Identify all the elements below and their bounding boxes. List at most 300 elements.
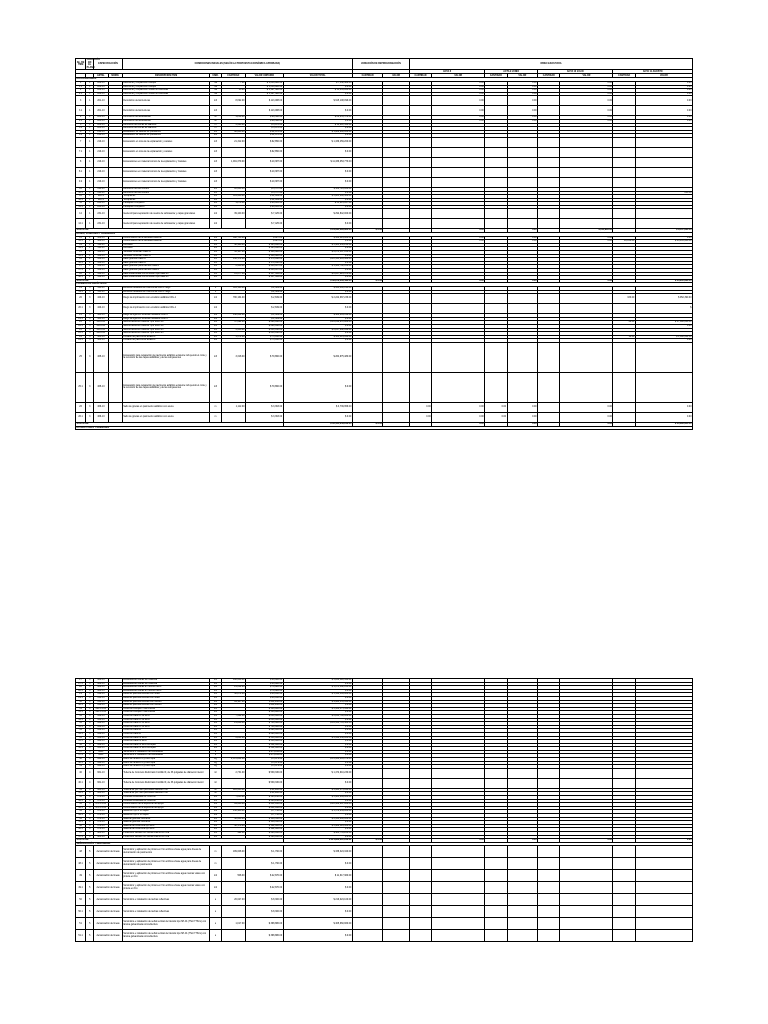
item-location: 4 bbox=[86, 761, 94, 765]
item-description: Suministro e instalación de tubos/aleta bbox=[122, 754, 210, 758]
item-unit-price: $ 5,879.00 bbox=[245, 761, 283, 765]
item-total: $ 102,726,000.00 bbox=[283, 187, 352, 191]
period-cell bbox=[635, 147, 692, 157]
period-cell bbox=[538, 918, 560, 930]
item-article: 661-13 bbox=[94, 768, 108, 778]
item-description: Concreto clase G MPA bbox=[122, 740, 210, 744]
item-unit-price: $ 251,036.00 bbox=[245, 806, 283, 810]
item-number: 46.1 bbox=[76, 828, 86, 832]
item-article: 201-13 bbox=[94, 96, 108, 106]
item-unit: m3 bbox=[210, 254, 221, 258]
header-item: No. DE ITEM bbox=[76, 59, 86, 70]
item-unit-price: $ 5,879.00 bbox=[245, 765, 283, 769]
item-total: $ 360,324,900.00 bbox=[283, 236, 352, 240]
period-cell bbox=[635, 209, 692, 219]
period-cell bbox=[432, 918, 485, 930]
item-number: 45.1 bbox=[76, 821, 86, 825]
item-total: $ 0.00 bbox=[283, 198, 352, 202]
item-number: 34.1 bbox=[76, 732, 86, 736]
period-cell bbox=[432, 147, 485, 157]
header-description: DESCRIPCIÓN ITEM bbox=[122, 74, 210, 78]
item-quantity: 21,312.00 bbox=[221, 137, 245, 147]
item-total: $ 0.00 bbox=[283, 792, 352, 796]
item-quantity: 126,003.00 bbox=[221, 788, 245, 792]
item-article: 330-13 bbox=[94, 269, 108, 273]
variation-quantity bbox=[352, 342, 383, 372]
period-cell bbox=[635, 372, 692, 402]
item-number: 38.1 bbox=[76, 761, 86, 765]
period-cell bbox=[538, 372, 560, 402]
item-number: 22.1 bbox=[76, 324, 86, 328]
period-cell bbox=[635, 882, 692, 894]
item-total: $ 0.00 bbox=[283, 682, 352, 686]
item-number: 29 bbox=[76, 693, 86, 697]
period-cell bbox=[538, 157, 560, 167]
item-unit-price: $ 3,076.00 bbox=[245, 123, 283, 127]
item-unit-price: $ 28,003.00 bbox=[245, 205, 283, 209]
item-number: 29.1 bbox=[76, 696, 86, 700]
item-description: Mezcla densa en caliente Tipo MDC-19 bbox=[122, 321, 210, 325]
item-norm bbox=[108, 147, 122, 157]
period-cell bbox=[635, 918, 692, 930]
item-total: $ 3,410,550,000.00 bbox=[283, 736, 352, 740]
item-location: 5 bbox=[86, 882, 94, 894]
item-number: 6 bbox=[76, 130, 86, 134]
item-description: Remoción de cercas de alambre bbox=[122, 127, 210, 131]
item-total: $ 0.00 bbox=[283, 930, 352, 942]
item-unit: m3 bbox=[210, 247, 221, 251]
subtotal-label: SUBTOTAL bbox=[76, 839, 284, 843]
item-unit-price: $ 1,018,986.00 bbox=[245, 81, 283, 85]
period-cell: 0.00 bbox=[409, 402, 431, 412]
item-location: 2 bbox=[86, 269, 94, 273]
item-location: 4 bbox=[86, 817, 94, 821]
item-article: 466-13 bbox=[94, 412, 108, 422]
item-unit: m3 bbox=[210, 821, 221, 825]
item-location: 4 bbox=[86, 788, 94, 792]
item-unit-price: $ 650,458.00 bbox=[245, 328, 283, 332]
item-total: $ 0.00 bbox=[283, 134, 352, 138]
item-total: $ 0.00 bbox=[283, 806, 352, 810]
item-unit: u bbox=[210, 754, 221, 758]
item-quantity: 21,809.00 bbox=[221, 722, 245, 726]
item-article: 420-13 bbox=[94, 304, 108, 314]
item-total: $ 0.00 bbox=[283, 747, 352, 751]
item-unit-price: $ 170,090.00 bbox=[245, 258, 283, 262]
header-var-quantity: CANTIDAD bbox=[352, 74, 383, 78]
item-unit: Kg bbox=[210, 765, 221, 769]
item-unit: m3 bbox=[210, 251, 221, 255]
item-unit-price: $ 46,850.00 bbox=[245, 693, 283, 697]
subtotal-period: 0.00 bbox=[432, 229, 485, 233]
item-quantity: 90,000.00 bbox=[221, 130, 245, 134]
item-quantity bbox=[221, 372, 245, 402]
item-number: 3.1 bbox=[76, 106, 86, 116]
item-number: 9.2 bbox=[76, 177, 86, 187]
item-location: 1 bbox=[86, 177, 94, 187]
item-location: 1 bbox=[86, 81, 94, 85]
period-cell bbox=[507, 906, 538, 918]
item-quantity: 992.00 bbox=[221, 831, 245, 835]
item-unit: L bbox=[210, 286, 221, 290]
item-description: Tubería de Concreto Reforzado CLASE III, de 36 pulgadas de diámetro interior bbox=[122, 778, 210, 788]
item-unit-price: $ 3,076.00 bbox=[245, 127, 283, 131]
item-number: 18 bbox=[76, 272, 86, 276]
period-cell bbox=[560, 157, 613, 167]
item-unit: m3 bbox=[210, 700, 221, 704]
period-cell bbox=[409, 930, 431, 942]
period-cell: 0.00 bbox=[507, 96, 538, 106]
item-quantity: 89,187.00 bbox=[221, 700, 245, 704]
item-location: 3 bbox=[86, 328, 94, 332]
period-cell bbox=[432, 894, 485, 906]
item-unit: m3 bbox=[210, 835, 221, 839]
table-row bbox=[76, 342, 693, 372]
period-cell bbox=[432, 858, 485, 870]
period-cell bbox=[635, 137, 692, 147]
period-cell: 0.00 bbox=[432, 116, 485, 120]
item-article: 673-13 bbox=[94, 810, 108, 814]
variation-quantity bbox=[352, 304, 383, 314]
period-cell bbox=[507, 918, 538, 930]
period-cell bbox=[560, 137, 613, 147]
item-description: Excavaciones varias sin clasificar bbox=[122, 679, 210, 683]
item-number: 24.1 bbox=[76, 339, 86, 343]
item-unit-price: $ 12,076.00 bbox=[245, 134, 283, 138]
period-cell bbox=[507, 137, 538, 147]
item-unit-price: $ 31,280.00 bbox=[245, 792, 283, 796]
item-norm bbox=[108, 402, 122, 412]
item-unit-price: $ 10,387.00 bbox=[245, 177, 283, 187]
header-period-value: VALOR bbox=[635, 74, 692, 78]
subtotal-variation: $ 0.00 bbox=[352, 229, 383, 233]
period-cell bbox=[432, 906, 485, 918]
item-unit-price: $ 7,710.00 bbox=[245, 814, 283, 818]
period-cell bbox=[432, 778, 485, 788]
table-row bbox=[76, 930, 693, 942]
header-period-qty: CANTIDAD bbox=[613, 74, 635, 78]
item-unit-price: $ 79,860.00 bbox=[245, 372, 283, 402]
item-quantity: 130,174.00 bbox=[221, 258, 245, 262]
item-total: $ 0.00 bbox=[283, 339, 352, 343]
subtotal-value: $ 40,135,256,240.00 bbox=[283, 422, 352, 426]
item-description: Demolición de Estructuras bbox=[122, 106, 210, 116]
item-location: 1 bbox=[86, 119, 94, 123]
item-article: 671-13 bbox=[94, 796, 108, 800]
item-quantity: 7.00 bbox=[221, 81, 245, 85]
item-quantity: 40,000.00 bbox=[221, 817, 245, 821]
period-cell bbox=[560, 882, 613, 894]
period-cell bbox=[635, 157, 692, 167]
period-cell bbox=[613, 882, 635, 894]
item-description: Conformación de la calzada existente bbox=[122, 240, 210, 244]
item-quantity: 189,008.00 bbox=[221, 846, 245, 858]
item-quantity: 21,012.00 bbox=[221, 686, 245, 690]
item-description: Afirmado bbox=[122, 247, 210, 251]
item-quantity: 13,077.00 bbox=[221, 272, 245, 276]
item-unit: Kg bbox=[210, 761, 221, 765]
period-cell bbox=[560, 177, 613, 187]
item-total: $ 0.00 bbox=[283, 740, 352, 744]
item-description: Tubería de pvc filtro perforado diámetro 4 lb bbox=[122, 788, 210, 792]
item-number: 40.1 bbox=[76, 778, 86, 788]
item-unit-price: $ 73,810.00 bbox=[245, 335, 283, 339]
item-number: 37.1 bbox=[76, 754, 86, 758]
item-location: 4 bbox=[86, 725, 94, 729]
item-total: $ 0.00 bbox=[283, 147, 352, 157]
item-unit: m3 bbox=[210, 722, 221, 726]
item-article: 300-13 bbox=[94, 240, 108, 244]
variation-quantity bbox=[352, 906, 383, 918]
period-cell: 0.00 bbox=[432, 85, 485, 89]
item-description: Suministro e instalación de tachas reflectivas bbox=[122, 894, 210, 906]
item-description: Protección flexible con recubrimiento en roca bbox=[122, 831, 210, 835]
item-description: Concreto ciclópeo / estructuras bbox=[122, 711, 210, 715]
table-row bbox=[76, 846, 693, 858]
item-article: 200-13 bbox=[94, 85, 108, 89]
item-article: 673-13 bbox=[94, 814, 108, 818]
period-cell bbox=[560, 870, 613, 882]
table-row bbox=[76, 147, 693, 157]
item-location: 4 bbox=[86, 806, 94, 810]
item-unit-price: $ 690,000.00 bbox=[245, 732, 283, 736]
item-unit: m3 bbox=[210, 191, 221, 195]
item-number: 41 bbox=[76, 788, 86, 792]
period-cell bbox=[538, 294, 560, 304]
table-row bbox=[76, 906, 693, 918]
period-cell bbox=[635, 846, 692, 858]
variation-quantity bbox=[352, 402, 383, 412]
period-cell: 0.00 bbox=[432, 89, 485, 93]
item-unit-price: $ 125,830.00 bbox=[245, 247, 283, 251]
item-description: Remoción de cercas de alambre bbox=[122, 123, 210, 127]
section-title: BASES, SUBBASES Y AFIRMADOS bbox=[76, 233, 693, 237]
item-article: 231-13 bbox=[94, 219, 108, 229]
item-location: 4 bbox=[86, 729, 94, 733]
item-location: 1 bbox=[86, 167, 94, 177]
item-unit: m3 bbox=[210, 831, 221, 835]
item-unit: m3 bbox=[210, 679, 221, 683]
item-description: Protección flexible con recubrimiento en roca bbox=[122, 835, 210, 839]
item-article: 210-13 bbox=[94, 130, 108, 134]
item-article: 640P bbox=[94, 750, 108, 754]
period-cell: 0.00 bbox=[507, 240, 538, 244]
period-cell: 0.00 bbox=[635, 236, 692, 240]
item-location: 2 bbox=[86, 236, 94, 240]
item-number: 31.1 bbox=[76, 711, 86, 715]
item-unit-price: $ 170,090.00 bbox=[245, 261, 283, 265]
item-article: demarcación de lineas bbox=[94, 894, 123, 906]
item-unit-price: $ 690,090.00 bbox=[245, 321, 283, 325]
period-cell bbox=[485, 157, 507, 167]
item-location: 4 bbox=[86, 810, 94, 814]
item-unit: m2 bbox=[210, 209, 221, 219]
item-description: Cunetas revestidas en concreto bbox=[122, 799, 210, 803]
item-quantity: 1,017.00 bbox=[221, 918, 245, 930]
period-cell bbox=[485, 882, 507, 894]
item-number: 33 bbox=[76, 722, 86, 726]
item-location: 1 bbox=[86, 187, 94, 191]
item-description: Acero de refuerzo Fy=420 Mpa bbox=[122, 761, 210, 765]
item-description: Concreto clase D 28 MPA bbox=[122, 714, 210, 718]
item-location: 2 bbox=[86, 276, 94, 280]
period-cell bbox=[432, 768, 485, 778]
subtotal-period: 0.00 bbox=[432, 839, 485, 843]
item-location: 3 bbox=[86, 314, 94, 318]
item-quantity: 1,091,379.00 bbox=[221, 157, 245, 167]
item-unit-price: $ 7,425.00 bbox=[245, 209, 283, 219]
table-row bbox=[76, 918, 693, 930]
item-location: 1 bbox=[86, 195, 94, 199]
item-number: 22 bbox=[76, 321, 86, 325]
item-number: 41.1 bbox=[76, 792, 86, 796]
period-cell bbox=[613, 219, 635, 229]
table-row bbox=[76, 412, 693, 422]
item-unit: m3 bbox=[210, 689, 221, 693]
item-unit: m3 bbox=[210, 202, 221, 206]
variation-value bbox=[383, 304, 409, 314]
item-number: 36 bbox=[76, 743, 86, 747]
item-article: 673-13 bbox=[94, 817, 108, 821]
item-unit-price: $ 386,850.00 bbox=[245, 835, 283, 839]
item-article: 200-13 bbox=[94, 81, 108, 85]
item-location: 5 bbox=[86, 906, 94, 918]
period-cell: 0.00 bbox=[635, 85, 692, 89]
item-number: 43 bbox=[76, 803, 86, 807]
item-total: $ 0.00 bbox=[283, 729, 352, 733]
period-cell: 866.00 bbox=[635, 191, 692, 195]
item-article: 630-13 bbox=[94, 736, 108, 740]
item-quantity bbox=[221, 219, 245, 229]
item-number: 20 bbox=[76, 294, 86, 304]
period-cell bbox=[538, 137, 560, 147]
subtotal-period: 0.00 bbox=[507, 839, 538, 843]
period-cell bbox=[613, 894, 635, 906]
table-row bbox=[76, 209, 693, 219]
subtotal-variation: $ 0.00 bbox=[352, 279, 383, 283]
variation-value bbox=[383, 402, 409, 412]
item-unit: m3 bbox=[210, 696, 221, 700]
item-total: $ 0.00 bbox=[283, 704, 352, 708]
item-unit-price: $ 31,280.00 bbox=[245, 788, 283, 792]
variation-value bbox=[383, 96, 409, 106]
item-number: 32 bbox=[76, 714, 86, 718]
item-quantity: 1,259.00 bbox=[221, 116, 245, 120]
item-location: 4 bbox=[86, 768, 94, 778]
period-cell: 0.00 bbox=[432, 402, 485, 412]
item-unit-price: $ 68,508.00 bbox=[245, 116, 283, 120]
period-cell bbox=[613, 209, 635, 219]
header-period-qty: CANTIDAD bbox=[409, 74, 431, 78]
item-unit: m3 bbox=[210, 134, 221, 138]
item-location: 1 bbox=[86, 205, 94, 209]
item-article: 640-13 bbox=[94, 758, 108, 762]
item-description: Desmonte y limpieza en bosque bbox=[122, 81, 210, 85]
item-unit-price: $ 102,400.00 bbox=[245, 824, 283, 828]
item-unit-price: $ 68,508.00 bbox=[245, 119, 283, 123]
item-article: demarcación de lineas bbox=[94, 858, 123, 870]
period-cell: 0.00 bbox=[507, 106, 538, 116]
item-location: 4 bbox=[86, 765, 94, 769]
item-description: Riego de liga con emulsión asfáltica CRR-1 bbox=[122, 314, 210, 318]
item-article: 640-13 bbox=[94, 765, 108, 769]
item-number: 20.1 bbox=[76, 304, 86, 314]
item-unit: m3 bbox=[210, 704, 221, 708]
item-quantity: 6,300.00 bbox=[221, 265, 245, 269]
header-variation: VARIACIÓN DE REPROGRAMACIÓN bbox=[352, 59, 409, 70]
item-number: 42.1 bbox=[76, 799, 86, 803]
period-cell bbox=[507, 372, 538, 402]
item-unit: u bbox=[210, 750, 221, 754]
item-total: $ 2,247,982,848.00 bbox=[283, 328, 352, 332]
item-number: 21.1 bbox=[76, 317, 86, 321]
item-unit: Ha bbox=[210, 81, 221, 85]
table-row bbox=[76, 157, 693, 167]
item-location: 4 bbox=[86, 835, 94, 839]
item-article: demarcación de lineas bbox=[94, 930, 123, 942]
item-number: 43.1 bbox=[76, 806, 86, 810]
header-article: ARTÍG. bbox=[94, 74, 108, 78]
variation-quantity bbox=[352, 137, 383, 147]
period-cell bbox=[432, 167, 485, 177]
period-cell: 22.00 bbox=[613, 321, 635, 325]
item-description: Emulsión asfáltica de rotura lenta CRL-1 riego bbox=[122, 290, 210, 294]
item-description: Excavación en roca de la explanación y canales bbox=[122, 137, 210, 147]
item-total: $ 1,363,742,100.00 bbox=[283, 265, 352, 269]
item-description: Rellenos para estructuras con suelo bbox=[122, 696, 210, 700]
item-location: 4 bbox=[86, 679, 94, 683]
period-cell bbox=[560, 846, 613, 858]
item-unit: m3 bbox=[210, 335, 221, 339]
item-location: 4 bbox=[86, 722, 94, 726]
item-location: 4 bbox=[86, 796, 94, 800]
item-location: 1 bbox=[86, 106, 94, 116]
item-description: Rellenos para estructuras con recebo bbox=[122, 704, 210, 708]
period-cell: 0.00 bbox=[560, 116, 613, 120]
item-location: 2 bbox=[86, 272, 94, 276]
variation-quantity bbox=[352, 918, 383, 930]
item-article: 630-13 bbox=[94, 718, 108, 722]
item-total: $ 0.00 bbox=[283, 276, 352, 280]
period-cell bbox=[432, 882, 485, 894]
item-unit-price: $ 5,707.00 bbox=[245, 187, 283, 191]
item-unit: m2 bbox=[210, 314, 221, 318]
item-number: 14.1 bbox=[76, 247, 86, 251]
item-unit-price: $ 2,389.00 bbox=[245, 286, 283, 290]
item-number: 38 bbox=[76, 758, 86, 762]
item-article: 466-13 bbox=[94, 402, 108, 412]
subtotal-variation: $ 0.00 bbox=[352, 839, 383, 843]
header-spec: ESPECIFICACIÓN bbox=[94, 59, 123, 70]
item-unit-price: $ 216,467.00 bbox=[245, 269, 283, 273]
item-total: $ 0.00 bbox=[283, 127, 352, 131]
item-unit: m3 bbox=[210, 736, 221, 740]
period-cell: 0.00 bbox=[635, 116, 692, 120]
header-norm: NORM. bbox=[108, 74, 122, 78]
item-quantity: 388,700.00 bbox=[221, 236, 245, 240]
item-location: 3 bbox=[86, 304, 94, 314]
item-location: 1 bbox=[86, 116, 94, 120]
period-cell bbox=[409, 858, 431, 870]
period-cell: 0.00 bbox=[560, 106, 613, 116]
header-period: ACTA 11 AGOSTO bbox=[613, 70, 693, 74]
item-unit: m3 bbox=[210, 198, 221, 202]
period-cell: 0.00 bbox=[560, 89, 613, 93]
item-total: $ 2,057,823,474.00 bbox=[283, 272, 352, 276]
item-unit-price: $ 398,880.00 bbox=[245, 930, 283, 942]
period-cell: 0.00 bbox=[635, 106, 692, 116]
item-total: $ 0.00 bbox=[283, 821, 352, 825]
